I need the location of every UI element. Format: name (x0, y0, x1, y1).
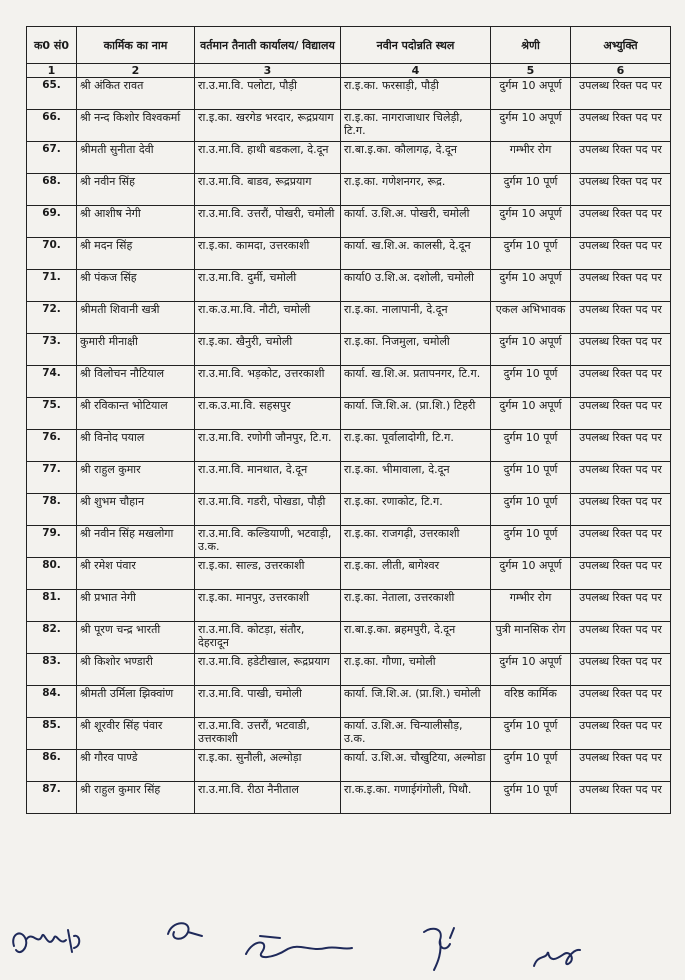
category: दुर्गम 10 अपूर्ण (491, 206, 571, 238)
table-row (27, 430, 671, 462)
remarks: उपलब्ध रिक्त पद पर (571, 686, 671, 718)
row-serial-number: 73. (27, 334, 77, 366)
column-number: 3 (195, 64, 341, 78)
table-row (27, 590, 671, 622)
employee-name: श्री राहुल कुमार सिंह (77, 782, 195, 814)
employee-name: श्री गौरव पाण्डे (77, 750, 195, 782)
category: दुर्गम 10 अपूर्ण (491, 654, 571, 686)
table-row (27, 494, 671, 526)
category: दुर्गम 10 अपूर्ण (491, 558, 571, 590)
table-body (27, 78, 671, 814)
current-posting: रा.उ.मा.वि. मानथात, दे.दून (195, 462, 341, 494)
table-row (27, 654, 671, 686)
remarks: उपलब्ध रिक्त पद पर (571, 590, 671, 622)
employee-name: श्री पूरण चन्द्र भारती (77, 622, 195, 654)
header-current-posting: वर्तमान तैनाती कार्यालय/ विद्यालय (195, 27, 341, 64)
employee-name: श्री राहुल कुमार (77, 462, 195, 494)
new-posting: रा.इ.का. लीती, बागेश्वर (341, 558, 491, 590)
header-sno: क0 सं0 (27, 27, 77, 64)
employee-name: श्री प्रभात नेगी (77, 590, 195, 622)
category: पुत्री मानसिक रोग (491, 622, 571, 654)
employee-name: श्री पंकज सिंह (77, 270, 195, 302)
table-row (27, 142, 671, 174)
new-posting: रा.इ.का. नेताला, उत्तरकाशी (341, 590, 491, 622)
column-number: 4 (341, 64, 491, 78)
row-serial-number: 86. (27, 750, 77, 782)
new-posting: रा.इ.का. फरसाड़ी, पौड़ी (341, 78, 491, 110)
row-serial-number: 70. (27, 238, 77, 270)
new-posting: कार्या. उ.शि.अ. चौखुटिया, अल्मोडा (341, 750, 491, 782)
category: दुर्गम 10 अपूर्ण (491, 110, 571, 142)
signature-4 (410, 918, 470, 974)
category: दुर्गम 10 पूर्ण (491, 462, 571, 494)
employee-name: श्रीमती सुनीता देवी (77, 142, 195, 174)
remarks: उपलब्ध रिक्त पद पर (571, 558, 671, 590)
current-posting: रा.उ.मा.वि. हडेटीखाल, रूद्रप्रयाग (195, 654, 341, 686)
new-posting: कार्या. उ.शि.अ. पोखरी, चमोली (341, 206, 491, 238)
employee-name: श्री शुभम चौहान (77, 494, 195, 526)
table-row (27, 782, 671, 814)
category: दुर्गम 10 पूर्ण (491, 494, 571, 526)
category: एकल अभिभावक (491, 302, 571, 334)
current-posting: रा.उ.मा.वि. रीठा नैनीताल (195, 782, 341, 814)
row-serial-number: 82. (27, 622, 77, 654)
header-remarks: अभ्युक्ति (571, 27, 671, 64)
row-serial-number: 77. (27, 462, 77, 494)
row-serial-number: 72. (27, 302, 77, 334)
column-number-row (27, 64, 671, 78)
new-posting: रा.इ.का. रणाकोट, टि.ग. (341, 494, 491, 526)
row-serial-number: 87. (27, 782, 77, 814)
category: दुर्गम 10 अपूर्ण (491, 398, 571, 430)
employee-name: श्री नन्द किशोर विश्वकर्मा (77, 110, 195, 142)
remarks: उपलब्ध रिक्त पद पर (571, 174, 671, 206)
category: दुर्गम 10 पूर्ण (491, 366, 571, 398)
header-new-posting: नवीन पदोन्नति स्थल (341, 27, 491, 64)
employee-name: श्री विनोद पयाल (77, 430, 195, 462)
employee-name: कुमारी मीनाक्षी (77, 334, 195, 366)
column-number: 1 (27, 64, 77, 78)
remarks: उपलब्ध रिक्त पद पर (571, 718, 671, 750)
row-serial-number: 75. (27, 398, 77, 430)
table-row (27, 174, 671, 206)
header-row (27, 27, 671, 64)
row-serial-number: 68. (27, 174, 77, 206)
row-serial-number: 66. (27, 110, 77, 142)
new-posting: रा.इ.का. भीमावाला, दे.दून (341, 462, 491, 494)
category: गम्भीर रोग (491, 590, 571, 622)
table-row (27, 526, 671, 558)
current-posting: रा.इ.का. खरगेड भरदार, रूद्रप्रयाग (195, 110, 341, 142)
new-posting: रा.इ.का. राजगढ़ी, उत्तरकाशी (341, 526, 491, 558)
row-serial-number: 84. (27, 686, 77, 718)
row-serial-number: 80. (27, 558, 77, 590)
new-posting: कार्या. ख.शि.अ. कालसी, दे.दून (341, 238, 491, 270)
current-posting: रा.उ.मा.वि. कोटड़ा, संतौर, देहरादून (195, 622, 341, 654)
new-posting: रा.इ.का. गणेशनगर, रूद्र. (341, 174, 491, 206)
row-serial-number: 85. (27, 718, 77, 750)
row-serial-number: 78. (27, 494, 77, 526)
category: दुर्गम 10 पूर्ण (491, 430, 571, 462)
table-row (27, 78, 671, 110)
category: दुर्गम 10 पूर्ण (491, 174, 571, 206)
row-serial-number: 79. (27, 526, 77, 558)
employee-name: श्री मदन सिंह (77, 238, 195, 270)
current-posting: रा.इ.का. मानपुर, उत्तरकाशी (195, 590, 341, 622)
new-posting: रा.बा.इ.का. कौलागढ़, दे.दून (341, 142, 491, 174)
table-row (27, 718, 671, 750)
current-posting: रा.क.उ.मा.वि. नौटी, चमोली (195, 302, 341, 334)
row-serial-number: 76. (27, 430, 77, 462)
promotion-transfer-table (26, 26, 671, 814)
remarks: उपलब्ध रिक्त पद पर (571, 366, 671, 398)
category: दुर्गम 10 अपूर्ण (491, 270, 571, 302)
remarks: उपलब्ध रिक्त पद पर (571, 302, 671, 334)
current-posting: रा.क.उ.मा.वि. सहसपुर (195, 398, 341, 430)
category: दुर्गम 10 पूर्ण (491, 718, 571, 750)
new-posting: रा.इ.का. निजमुला, चमोली (341, 334, 491, 366)
remarks: उपलब्ध रिक्त पद पर (571, 782, 671, 814)
new-posting: कार्या. ख.शि.अ. प्रतापनगर, टि.ग. (341, 366, 491, 398)
current-posting: रा.उ.मा.वि. दुर्मी, चमोली (195, 270, 341, 302)
row-serial-number: 65. (27, 78, 77, 110)
category: दुर्गम 10 पूर्ण (491, 238, 571, 270)
table-row (27, 270, 671, 302)
new-posting: रा.इ.का. पूर्वालादोगी, टि.ग. (341, 430, 491, 462)
table-row (27, 302, 671, 334)
new-posting: रा.इ.का. नालापानी, दे.दून (341, 302, 491, 334)
remarks: उपलब्ध रिक्त पद पर (571, 238, 671, 270)
employee-name: श्रीमती उर्मिला झिक्वांण (77, 686, 195, 718)
table-row (27, 622, 671, 654)
row-serial-number: 69. (27, 206, 77, 238)
signature-initials-2 (158, 912, 208, 952)
row-serial-number: 74. (27, 366, 77, 398)
table-row (27, 462, 671, 494)
new-posting: रा.इ.का. गौणा, चमोली (341, 654, 491, 686)
current-posting: रा.उ.मा.वि. भड़कोट, उत्तरकाशी (195, 366, 341, 398)
row-serial-number: 67. (27, 142, 77, 174)
category: वरिष्ठ कार्मिक (491, 686, 571, 718)
signature-initials-1 (8, 916, 88, 964)
table-row (27, 110, 671, 142)
remarks: उपलब्ध रिक्त पद पर (571, 430, 671, 462)
current-posting: रा.उ.मा.वि. रणोगी जौनपुर, टि.ग. (195, 430, 341, 462)
table-row (27, 398, 671, 430)
employee-name: श्री किशोर भण्डारी (77, 654, 195, 686)
remarks: उपलब्ध रिक्त पद पर (571, 398, 671, 430)
category: दुर्गम 10 पूर्ण (491, 750, 571, 782)
signature-5 (528, 938, 588, 978)
table-row (27, 238, 671, 270)
signature-3 (240, 928, 360, 968)
current-posting: रा.इ.का. सुनौली, अल्मोड़ा (195, 750, 341, 782)
remarks: उपलब्ध रिक्त पद पर (571, 206, 671, 238)
current-posting: रा.उ.मा.वि. कल्डियाणी, भटवाड़ी, उ.क. (195, 526, 341, 558)
current-posting: रा.इ.का. कामदा, उत्तरकाशी (195, 238, 341, 270)
table-row (27, 334, 671, 366)
column-number: 5 (491, 64, 571, 78)
current-posting: रा.उ.मा.वि. बाडव, रूद्रप्रयाग (195, 174, 341, 206)
header-name: कार्मिक का नाम (77, 27, 195, 64)
table-row (27, 558, 671, 590)
category: दुर्गम 10 अपूर्ण (491, 334, 571, 366)
employee-name: श्रीमती शिवानी खत्री (77, 302, 195, 334)
remarks: उपलब्ध रिक्त पद पर (571, 622, 671, 654)
remarks: उपलब्ध रिक्त पद पर (571, 494, 671, 526)
table-row (27, 366, 671, 398)
row-serial-number: 81. (27, 590, 77, 622)
new-posting: कार्या. जि.शि.अ. (प्रा.शि.) टिहरी (341, 398, 491, 430)
table-row (27, 206, 671, 238)
current-posting: रा.उ.मा.वि. उत्तरौं, भटवाडी, उत्तरकाशी (195, 718, 341, 750)
row-serial-number: 83. (27, 654, 77, 686)
category: दुर्गम 10 पूर्ण (491, 526, 571, 558)
current-posting: रा.उ.मा.वि. गडरी, पोखडा, पौड़ी (195, 494, 341, 526)
new-posting: कार्या. जि.शि.अ. (प्रा.शि.) चमोली (341, 686, 491, 718)
remarks: उपलब्ध रिक्त पद पर (571, 334, 671, 366)
remarks: उपलब्ध रिक्त पद पर (571, 78, 671, 110)
current-posting: रा.उ.मा.वि. उत्तरौं, पोखरी, चमोली (195, 206, 341, 238)
current-posting: रा.इ.का. साल्ड, उत्तरकाशी (195, 558, 341, 590)
employee-name: श्री अंकित रावत (77, 78, 195, 110)
table-row (27, 750, 671, 782)
table-row (27, 686, 671, 718)
new-posting: रा.बा.इ.का. ब्रहमपुरी, दे.दून (341, 622, 491, 654)
remarks: उपलब्ध रिक्त पद पर (571, 110, 671, 142)
new-posting: कार्या. उ.शि.अ. चिन्यालीसौड़, उ.क. (341, 718, 491, 750)
employee-name: श्री नवीन सिंह (77, 174, 195, 206)
new-posting: रा.इ.का. नागराजाधार चिलेड़ी, टि.ग. (341, 110, 491, 142)
employee-name: श्री रमेश पंवार (77, 558, 195, 590)
employee-name: श्री आशीष नेगी (77, 206, 195, 238)
new-posting: रा.क.इ.का. गणाईगंगोली, पिथौ. (341, 782, 491, 814)
current-posting: रा.उ.मा.वि. हाथी बडकला, दे.दून (195, 142, 341, 174)
current-posting: रा.इ.का. खैनुरी, चमोली (195, 334, 341, 366)
header-category: श्रेणी (491, 27, 571, 64)
employee-name: श्री विलोचन नौटियाल (77, 366, 195, 398)
new-posting: कार्या0 उ.शि.अ. दशोली, चमोली (341, 270, 491, 302)
category: गम्भीर रोग (491, 142, 571, 174)
remarks: उपलब्ध रिक्त पद पर (571, 750, 671, 782)
employee-name: श्री नवीन सिंह मखलोगा (77, 526, 195, 558)
column-number: 2 (77, 64, 195, 78)
current-posting: रा.उ.मा.वि. पाखी, चमोली (195, 686, 341, 718)
employee-name: श्री शूरवीर सिंह पंवार (77, 718, 195, 750)
remarks: उपलब्ध रिक्त पद पर (571, 654, 671, 686)
remarks: उपलब्ध रिक्त पद पर (571, 526, 671, 558)
column-number: 6 (571, 64, 671, 78)
current-posting: रा.उ.मा.वि. पलोटा, पौड़ी (195, 78, 341, 110)
remarks: उपलब्ध रिक्त पद पर (571, 270, 671, 302)
remarks: उपलब्ध रिक्त पद पर (571, 142, 671, 174)
category: दुर्गम 10 पूर्ण (491, 782, 571, 814)
row-serial-number: 71. (27, 270, 77, 302)
remarks: उपलब्ध रिक्त पद पर (571, 462, 671, 494)
category: दुर्गम 10 अपूर्ण (491, 78, 571, 110)
employee-name: श्री रविकान्त भोटियाल (77, 398, 195, 430)
